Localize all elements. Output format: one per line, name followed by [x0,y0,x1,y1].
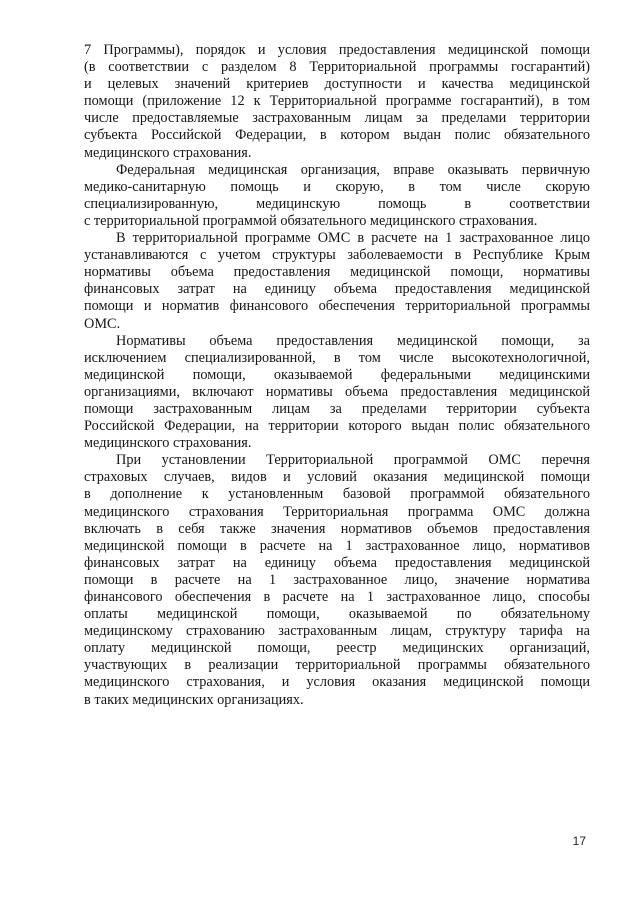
text-line: медицинской помощи в расчете на 1 застрахованное лицо, нормативов [84,537,590,554]
text-line: организациями, включают нормативы объема предоставления медицинской [84,383,590,400]
text-line: финансовых затрат на единицу объема предоставления медицинской [84,554,590,571]
text-line: оплаты медицинской помощи, оказываемой по обязательному [84,606,590,623]
text-line: исключением специализированной, в том числе высокотехнологичной, [84,349,590,366]
text-line: медицинской помощи, оказываемой федеральными медицинскими [84,366,590,383]
text-line: медико-санитарную помощь и скорую, в том числе скорую [84,178,590,195]
text-line: страховых случаев, видов и условий оказания медицинской помощи [84,469,590,486]
text-line: нормативы объема предоставления медицинской помощи, нормативы [84,264,590,281]
text-line: ОМС. [84,315,121,332]
text-line: помощи застрахованным лицам за пределами территории субъекта [84,400,590,417]
text-line: медицинского страхования Территориальная программа ОМС должна [84,503,590,520]
paragraph-4 [84,333,590,453]
text-line: и целевых значений критериев доступности и качества медицинской [84,76,590,93]
text-line: В территориальной программе ОМС в расчете на 1 застрахованное лицо [116,230,590,247]
text-line: При установлении Территориальной программой ОМС перечня [116,452,590,469]
text-line: специализированную, медицинскую помощь в соответствии [84,195,590,212]
text-line: (в соответствии с разделом 8 Территориальной программы госгарантий) [84,59,590,76]
text-line: Федеральная медицинская организация, вправе оказывать первичную [116,161,590,178]
text-line: медицинского страхования, и условия оказания медицинской помощи [84,674,590,691]
text-line: числе предоставляемые застрахованным лицам за пределами территории [84,110,590,127]
text-line: Российской Федерации, на территории которого выдан полис обязательного [84,418,590,435]
page-number: 17 [572,834,586,848]
text-line: участвующих в реализации территориальной программы обязательного [84,657,590,674]
paragraph-3 [84,230,590,333]
text-line: Нормативы объема предоставления медицинской помощи, за [116,332,590,349]
text-line: 7 Программы), порядок и условия предоставления медицинской помощи [84,42,590,58]
text-line: с территориальной программой обязательного медицинского страхования. [84,212,538,229]
text-line: медицинского страхования. [84,435,252,452]
paragraph-1 [84,42,590,162]
text-line: финансового обеспечения в расчете на 1 застрахованное лицо, способы [84,589,590,605]
text-line: в таких медицинских организациях. [84,691,304,708]
text-line: включать в себя также значения нормативов объемов предоставления [84,520,590,537]
text-line: финансовых затрат на единицу объема предоставления медицинской [84,281,590,298]
paragraph-5 [84,452,590,708]
text-line: медицинскому страхованию застрахованным лицам, структуру тарифа на [84,623,590,640]
text-line: устанавливаются с учетом структуры заболеваемости в Республике Крым [84,247,590,264]
paragraph-2 [84,162,590,230]
text-line: помощи (приложение 12 к Территориальной программе госгарантий), в том [84,93,590,110]
text-line: медицинского страхования. [84,144,252,161]
document-body [84,42,590,709]
text-line: в дополнение к установленным базовой программой обязательного [84,486,590,503]
text-line: оплату медицинской помощи, реестр медицинских организаций, [84,640,590,657]
text-line: субъекта Российской Федерации, в котором выдан полис обязательного [84,127,590,144]
text-line: помощи и норматив финансового обеспечения территориальной программы [84,298,590,315]
text-line: помощи в расчете на 1 застрахованное лицо, значение норматива [84,571,590,588]
